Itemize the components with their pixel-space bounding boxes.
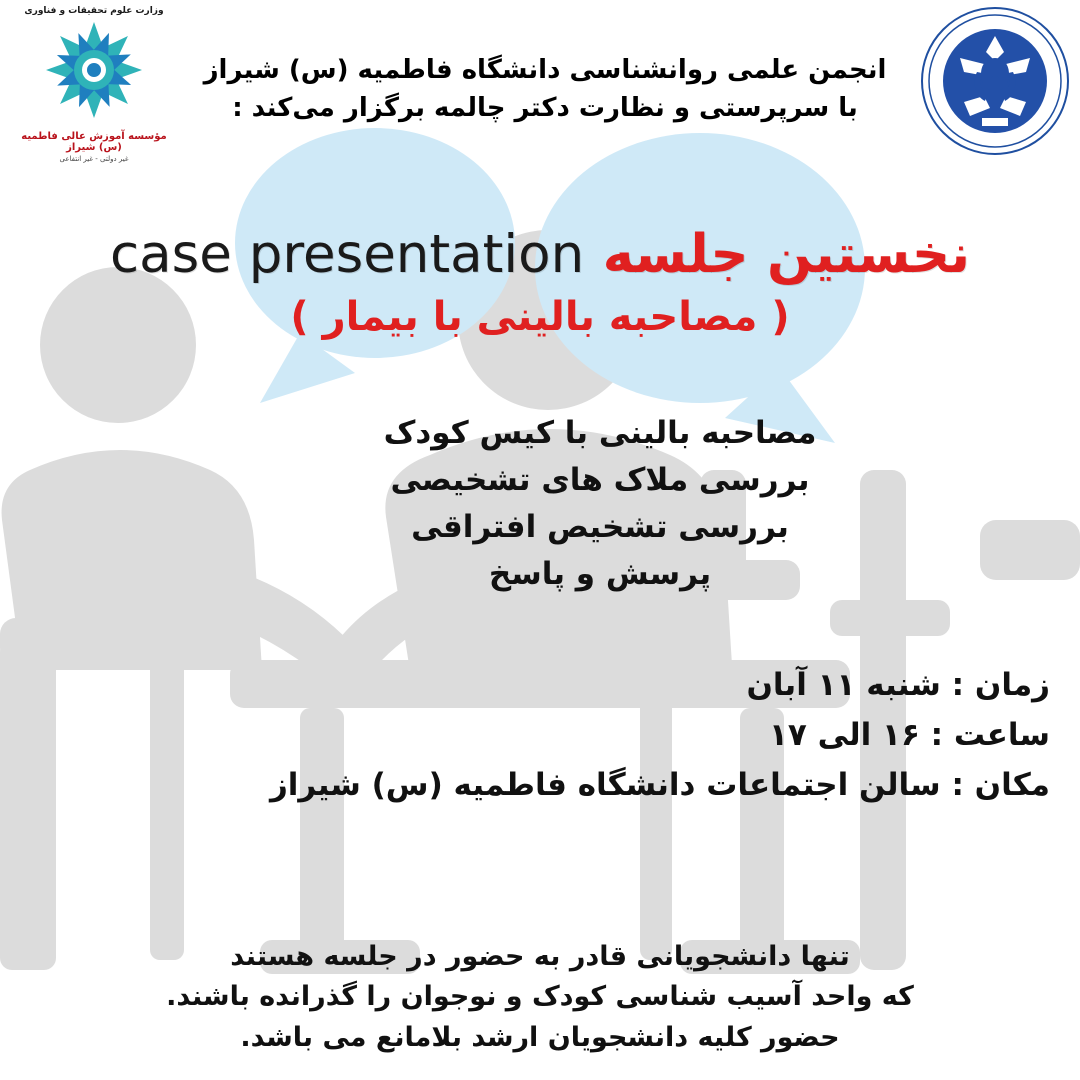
note-line: که واحد آسیب شناسی کودک و نوجوان را گذرانده باشند.: [166, 981, 914, 1012]
agenda-item: بررسی ملاک های تشخیصی: [390, 462, 810, 499]
poster-header: [0, 0, 1080, 180]
organizer-line-1: انجمن علمی روانشناسی دانشگاه فاطمیه (س) شیراز: [203, 55, 887, 85]
attendance-note: [0, 937, 1080, 1059]
title-english: case presentation: [110, 224, 585, 285]
detail-value: ۱۶ الی ۱۷: [768, 717, 920, 754]
detail-value: شنبه ۱۱ آبان: [746, 667, 941, 703]
detail-row-location: [270, 760, 1050, 810]
agenda-item: بررسی تشخیص افتراقی: [411, 509, 789, 546]
association-logo: [920, 6, 1070, 156]
agenda-item: مصاحبه بالینی با کیس کودک: [383, 415, 817, 451]
detail-separator: :: [940, 767, 964, 804]
institute-label: مؤسسه آموزش عالی فاطمیه (س) شیراز: [21, 131, 167, 153]
title-prefix-fa: نخستین جلسه: [602, 224, 970, 285]
detail-label: مکان: [974, 767, 1050, 804]
note-line: تنها دانشجویانی قادر به حضور در جلسه هستند: [230, 940, 850, 972]
organizer-line-2: با سرپرستی و نظارت دکتر چالمه برگزار می‌کند :: [232, 92, 858, 123]
detail-separator: :: [940, 667, 965, 703]
detail-value: سالن اجتماعات دانشگاه فاطمیه (س) شیراز: [269, 767, 941, 804]
detail-label: ساعت: [953, 717, 1050, 754]
title-line-2: ( مصاحبه بالینی با بیمار ): [290, 293, 790, 340]
detail-row-time: [270, 710, 1050, 760]
psychology-psi-emblem-icon: [920, 6, 1070, 156]
detail-label: زمان: [974, 667, 1050, 703]
note-line: حضور کلیه دانشجویان ارشد بلامانع می باشد.: [240, 1021, 840, 1053]
title-line-1: [0, 225, 1080, 286]
detail-separator: :: [919, 717, 944, 754]
star-flower-logo-icon: [30, 18, 158, 128]
detail-row-date: [270, 660, 1050, 710]
institute-logo: [14, 6, 174, 163]
agenda-list: [0, 410, 1080, 598]
organizer-text: [185, 52, 905, 127]
agenda-item: پرسش و پاسخ: [488, 556, 712, 593]
event-details: [270, 660, 1050, 811]
poster-title: [0, 225, 1080, 340]
institute-sublabel: غیر دولتی - غیر انتفاعی: [59, 155, 129, 163]
ministry-label: وزارت علوم تحقیقات و فناوری: [24, 6, 164, 16]
